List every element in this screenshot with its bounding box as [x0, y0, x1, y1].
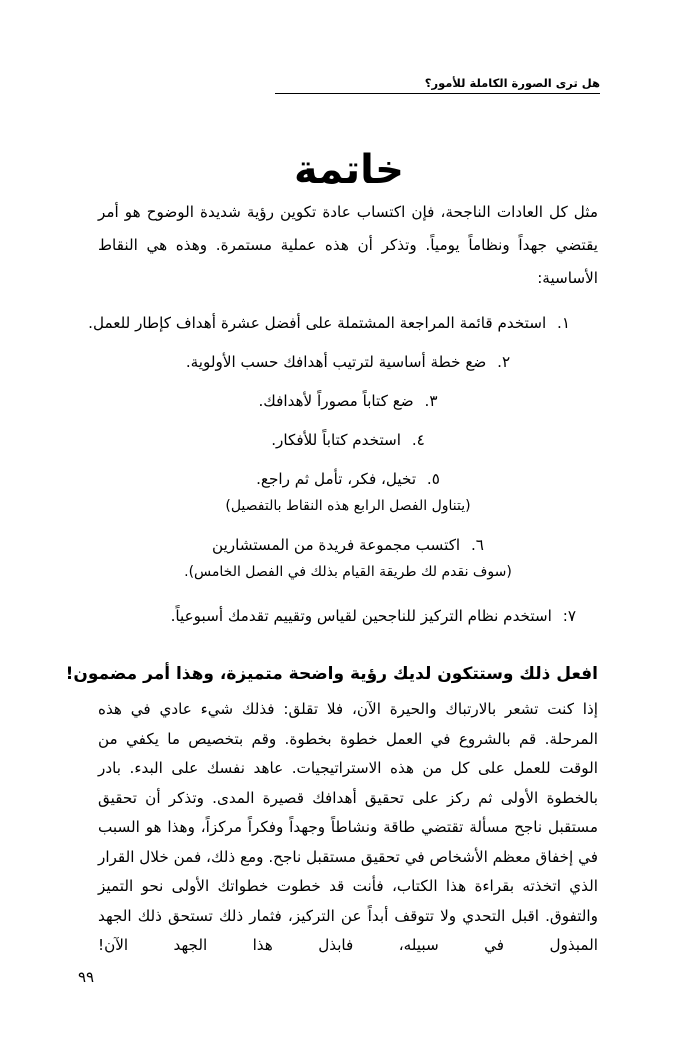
key-points-list [88, 313, 598, 626]
closing-paragraph: إذا كنت تشعر بالارتباك والحيرة الآن، فلا تقلق: فذلك شيء عادي في هذه المرحلة. قم بالشروع في العمل خطوة بخطوة. وقم بتخصيص ما يكفي من الوقت للعمل على كل من هذه الاستراتيجيات. عاهد نفسك على البدء. بادر بالخطوة الأولى ثم ركز على تحقيق أهدافك قصيرة المدى. وتذكر أن تحقيق مستقبل ناجح مسألة تقتضي طاقة ونشاطاً وجهداً وفكراً مركزاً، وهذا هو السبب في إخفاق معظم الأشخاص في تحقيق مستقبل ناجح. ومع ذلك، فمن خلال القرار الذي اتخذته بقراءة هذا الكتاب، فأنت قد خطوت خطواتك الأولى نحو التميز والتفوق. اقبل التحدي ولا تتوقف أبداً عن التركيز، فثمار ذلك تستحق ذلك الجهد المبذول في سبيله، فابذل هذا الجهد الآن! [98, 700, 598, 954]
list-item-text: اكتسب مجموعة فريدة من المستشارين [212, 536, 461, 554]
list-item [98, 606, 598, 626]
list-item-number: ٢. [497, 353, 511, 371]
chapter-title: خاتمة [294, 146, 404, 193]
closing-heading: افعل ذلك وستتكون لديك رؤية واضحة متميزة، وهذا أمر مضمون! [65, 664, 598, 684]
list-item [98, 469, 598, 516]
list-item-note: (يتناول الفصل الرابع هذه النقاط بالتفصيل) [225, 498, 471, 514]
page-content [65, 196, 598, 961]
list-item [88, 313, 598, 333]
list-item-number: ٤. [411, 431, 425, 449]
list-item-text: ضع كتاباً مصوراً لأهدافك. [258, 392, 414, 410]
list-item-number: ٣. [424, 392, 438, 410]
list-item-text: ضع خطة أساسية لترتيب أهدافك حسب الأولوية. [185, 353, 487, 371]
intro-paragraph: مثل كل العادات الناجحة، فإن اكتساب عادة تكوين رؤية شديدة الوضوح هو أمر يقتضي جهداً ونظاماً يومياً. وتذكر أن هذه عملية مستمرة. وهذه هي النقاط الأساسية: [98, 203, 598, 287]
page-number: ٩٩ [78, 968, 95, 986]
list-item-number: ٦. [470, 536, 484, 554]
list-item [98, 535, 598, 582]
list-item-text: تخيل، فكر، تأمل ثم راجع. [256, 470, 417, 488]
list-item-note: (سوف نقدم لك طريقة القيام بذلك في الفصل الخامس). [184, 564, 512, 580]
list-item [98, 391, 598, 411]
running-header-text: هل ترى الصورة الكاملة للأمور؟ [275, 77, 600, 94]
running-header [98, 72, 600, 94]
list-item-number: ٧: [562, 607, 576, 625]
list-item-number: ١. [557, 314, 570, 332]
list-item [98, 430, 598, 450]
list-item-text: استخدم نظام التركيز للناجحين لقياس وتقييم تقدمك أسبوعياً. [170, 607, 552, 625]
list-item-number: ٥. [426, 470, 440, 488]
list-item-text: استخدم كتاباً للأفكار. [271, 431, 401, 449]
list-item [98, 352, 598, 372]
list-item-text: استخدم قائمة المراجعة المشتملة على أفضل عشرة أهداف كإطار للعمل. [88, 314, 547, 332]
